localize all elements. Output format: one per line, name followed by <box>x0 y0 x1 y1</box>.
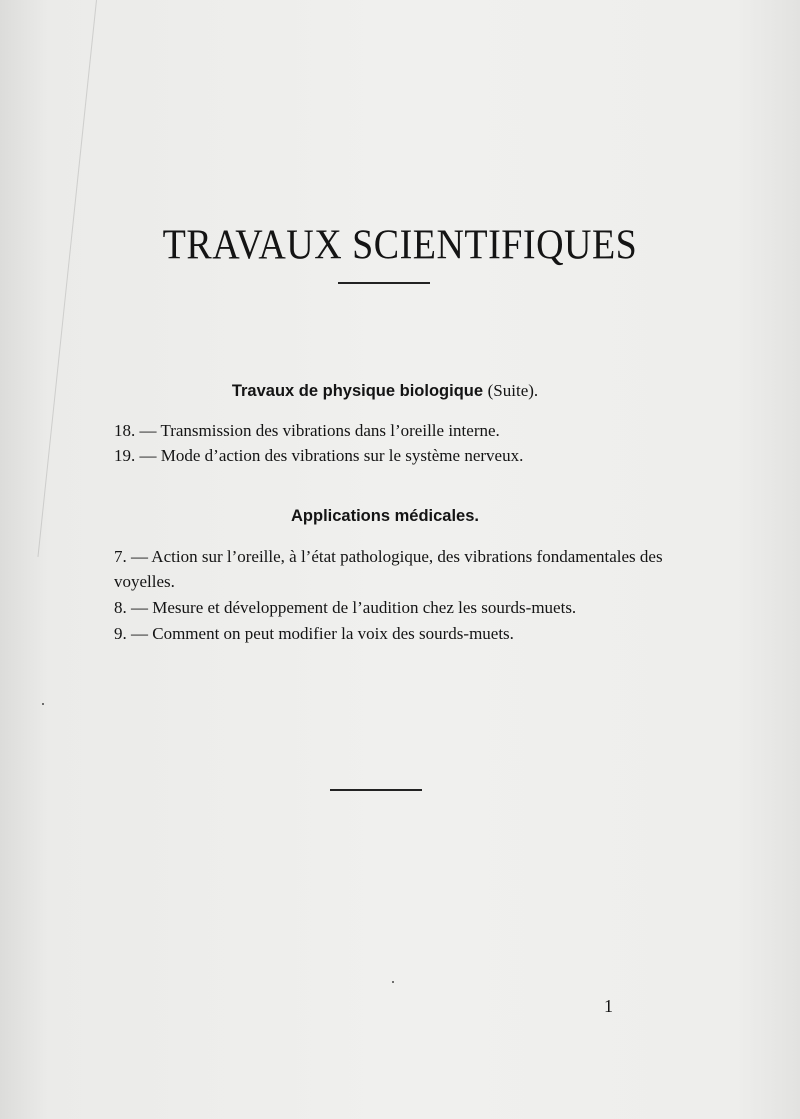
page-title: TRAVAUX SCIENTIFIQUES <box>162 221 638 269</box>
title-rule <box>338 282 430 284</box>
page-number: 1 <box>604 996 613 1016</box>
list-item: 8. — Mesure et développement de l’audition chez les sourds-muets. <box>114 598 577 617</box>
print-dot <box>392 981 394 983</box>
page-crease <box>37 0 97 557</box>
list-item: 18. — Transmission des vibrations dans l’oreille interne. <box>114 421 500 440</box>
section-heading-note: (Suite). <box>487 381 539 400</box>
closing-rule <box>330 789 422 791</box>
section-heading-applications: Applications médicales. <box>291 507 479 525</box>
list-item: 9. — Comment on peut modifier la voix des sourds-muets. <box>114 624 514 643</box>
section-heading-label: Travaux de physique biologique <box>231 382 484 400</box>
list-item: 19. — Mode d’action des vibrations sur le système nerveux. <box>114 446 524 465</box>
print-dot <box>42 703 44 705</box>
list-item: 7. — Action sur l’oreille, à l’état pathologique, des vibrations fondamentales des voyelles. <box>114 547 663 591</box>
section-heading-physique <box>0 381 770 401</box>
